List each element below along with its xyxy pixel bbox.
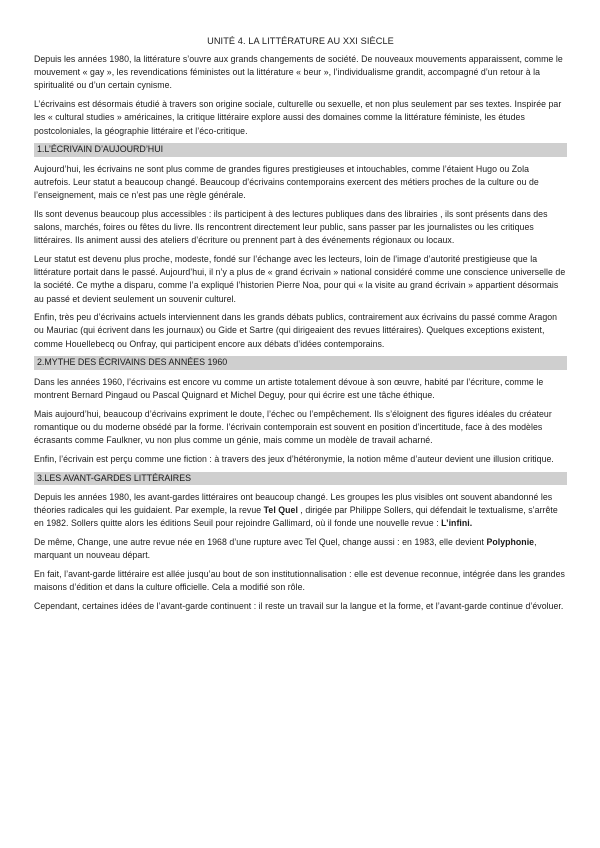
journal-name-polyphonie: Polyphonie [486,537,535,548]
section-heading-avant-gardes: 3.LES AVANT-GARDES LITTÉRAIRES [34,472,567,486]
section-heading-mythe: 2.MYTHE DES ÉCRIVAINS DES ANNÉES 1960 [34,356,567,370]
section3-paragraph-3: En fait, l’avant-garde littéraire est allée jusqu’au bout de son institutionnalisation : elle est devenue reconnue, intégrée dans les grandes maisons d’édition et dans la culture officielle. Cela a modifié son rôle. [34,569,565,593]
intro-paragraph-2: L’écrivains est désormais étudié à travers son origine sociale, culturelle ou sexuelle, et non plus seulement par ses textes. Inspirée par les « cultural studies » américaines, la critique littéraire explore aussi des domaines comme la littérature féministe, les études postcoloniales, la géographie littéraire et l’éco-critique. [34,99,562,136]
text-run: , dirigée par Philippe Sollers, qui défendait le textualisme, s’arrête en 1982. Sollers quitte alors les éditions Seuil pour rejoindre Gallimard, où il fonde une nouvelle revue : [34,505,558,529]
intro-paragraph-1: Depuis les années 1980, la littérature s’ouvre aux grands changements de société. De nouveaux mouvements apparaissent, comme le mouvement « gay », les revendications féministes out la littérature « beur », l’individualisme grandit, accompagné d’un retour à la spiritualité ou d’un certain cynisme. [34,54,563,91]
section1-paragraph-1: Aujourd’hui, les écrivains ne sont plus comme de grandes figures prestigieuses et intouchables, comme l’étaient Hugo ou Zola autrefois. Leur statut a beaucoup changé. Beaucoup d’écrivains contemporains exercent des métiers proches de la culture ou de l’enseignement, mais ce n’est pas une règle générale. [34,163,539,201]
journal-name-linfini: L’infini. [441,518,473,529]
section2-paragraph-1: Dans les années 1960, l’écrivains est encore vu comme un artiste totalement dévoue à son œuvre, habité par l’écriture, comme le montrent Bernard Pingaud ou Pascal Quignard et Michel Deguy, pour qui écrire est une tâche éthique. [34,376,544,401]
text-run: , marquant un nouveau départ. [34,537,537,561]
section1-paragraph-3: Leur statut est devenu plus proche, modeste, fondé sur l’échange avec les lecteurs, loin de l’image d’autorité prestigieuse que la littérature portait dans le passé. Aujourd’hui, il n’y a plus de « grand écrivain » national considéré comme une conscience universelle de la société. Ce mythe a disparu, comme l’a expliqué l’historien Pierre Noa, pour qui « la visite au grand écrivain » appartient désormais au passé et devient seulement un souvenir culturel. [34,253,566,304]
section3-paragraph-4: Cependant, certaines idées de l’avant-garde continuent : il reste un travail sur la langue et la forme, et l’avant-garde continue d’évoluer. [34,601,564,611]
document-page [34,36,567,619]
text-run: Depuis les années 1980, les avant-gardes littéraires ont beaucoup changé. Les groupes les plus visibles ont souvent abandonné les théories radicales qui les guidaient. Par exemple, la revue [34,492,553,516]
section1-paragraph-4: Enfin, très peu d’écrivains actuels interviennent dans les grands débats publics, contrairement aux écrivains du passé comme Aragon ou Mauriac (qui écrivent dans les journaux) ou Gide et Sartre (qui dirigeaient des revues littéraires). Quelques exceptions existent, comme Houellebecq ou Onfray, qui participent encore aux débats d’idées contemporains. [34,312,558,349]
section3-paragraph-2 [34,536,567,562]
section1-paragraph-2: Ils sont devenus beaucoup plus accessibles : ils participent à des lectures publiques dans des librairies , ils sont présents dans des salons, marchés, foires ou fêtes du livre. Ils rencontrent directement leur public, sans passer par les journalistes ou les critiques littéraires. Ils animent aussi des ateliers d’écriture ou prennent part à des événements régionaux ou locaux. [34,208,548,246]
section2-paragraph-3: Enfin, l’écrivain est perçu comme une fiction : à travers des jeux d’hétéronymie, la notion même d’auteur devient une illusion critique. [34,453,554,464]
section2-paragraph-2: Mais aujourd’hui, beaucoup d’écrivains expriment le doute, l’échec ou l’empêchement. Ils s’éloignent des figures idéales du créateur romantique ou du moderne obsédé par la forme. l’écrivain contemporain est souvent en position d’incertitude, face à des modèles écrasants comme Faulkner, vu non plus comme un génie, mais comme un modèle de travail acharné. [34,408,552,446]
section-heading-ecrivain: 1.L’ÉCRIVAIN D’AUJOURD’HUI [34,143,567,157]
document-title: UNITÉ 4. LA LITTÉRATURE AU XXI SIÈCLE [207,36,394,46]
journal-name-tel-quel: Tel Quel [263,505,298,516]
text-run: De même, Change, une autre revue née en 1968 d’une rupture avec Tel Quel, change aussi : en 1983, elle devient [34,537,487,548]
section3-paragraph-1 [34,491,567,531]
